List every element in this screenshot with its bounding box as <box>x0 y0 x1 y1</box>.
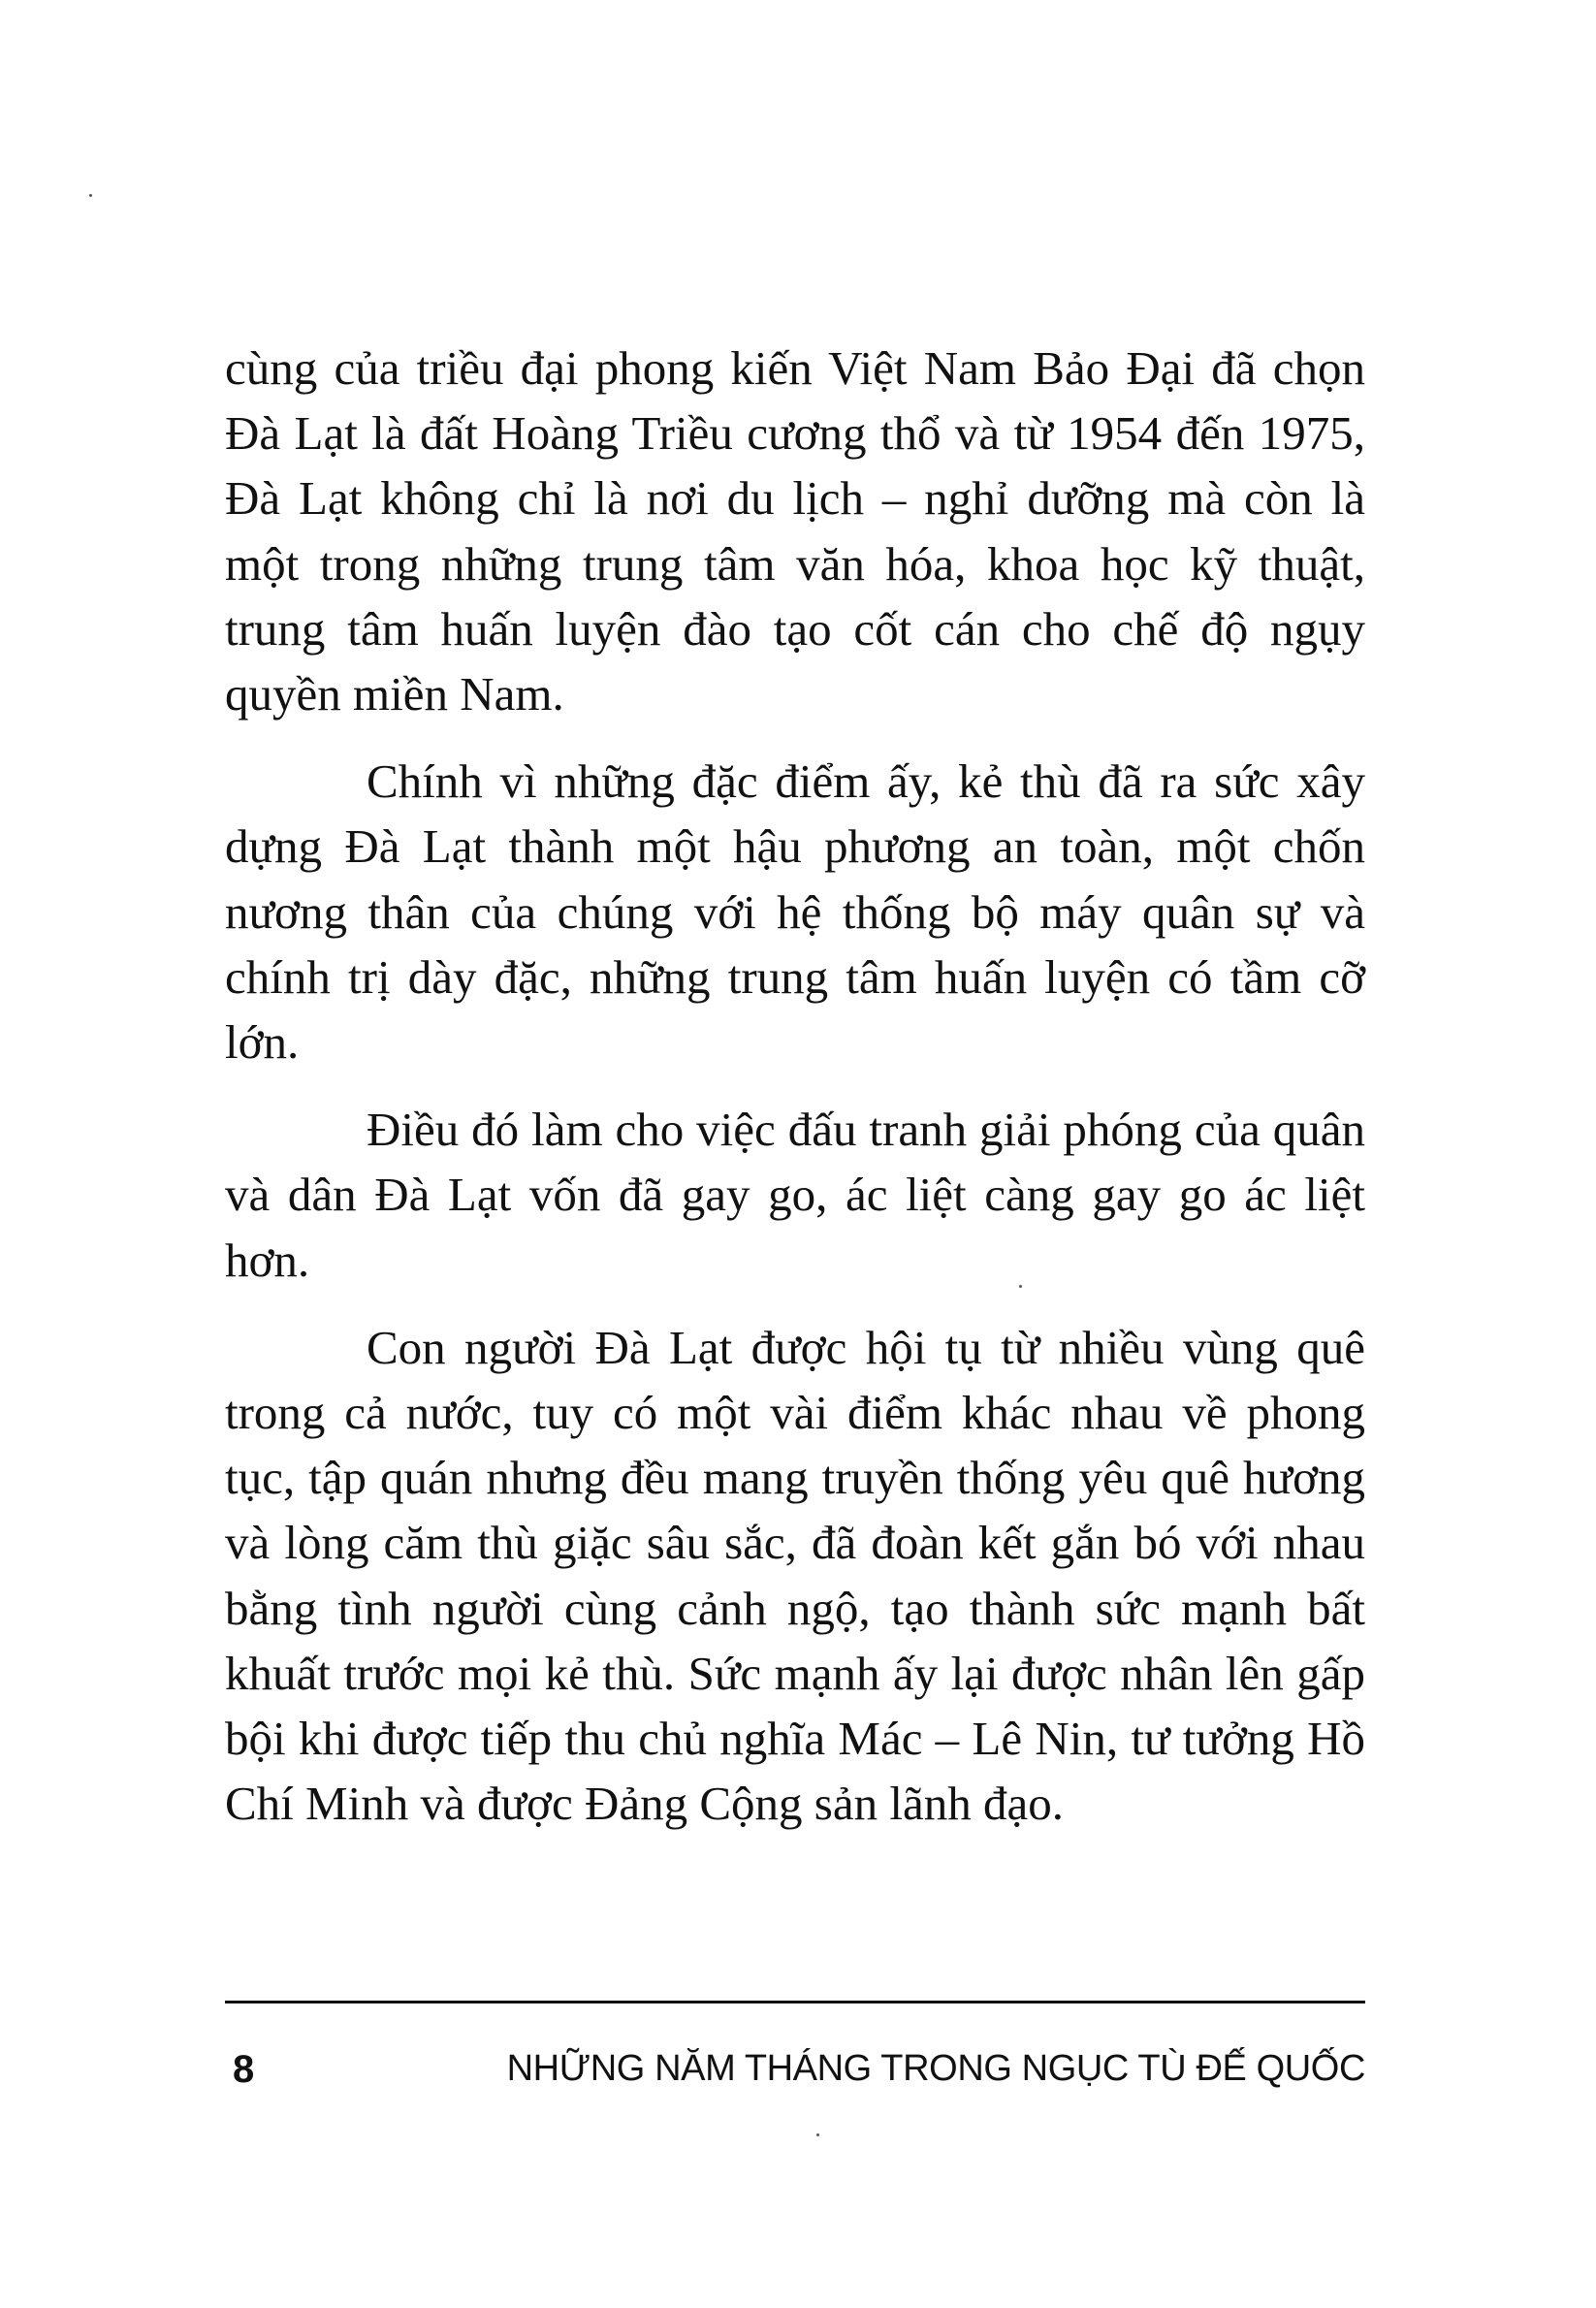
scan-speck <box>816 2133 819 2136</box>
body-text <box>225 336 1365 1858</box>
scan-speck <box>89 194 92 197</box>
paragraph: Chính vì những đặc điểm ấy, kẻ thù đã ra sức xây dựng Đà Lạt thành một hậu phương an toàn, một chốn nương thân của chúng với hệ thống bộ máy quân sự và chính trị dày đặc, những trung tâm huấn luyện có tầm cỡ lớn. <box>225 754 1365 1070</box>
page-number: 8 <box>233 2048 255 2091</box>
paragraph-continuation: cùng của triều đại phong kiến Việt Nam Bảo Đại đã chọn Đà Lạt là đất Hoàng Triều cương thổ và từ 1954 đến 1975, Đà Lạt không chỉ là nơi du lịch – nghỉ dưỡng mà còn là một trong những trung tâm văn hóa, khoa học kỹ thuật, trung tâm huấn luyện đào tạo cốt cán cho chế độ ngụy quyền miền Nam. <box>225 341 1365 721</box>
paragraph: Con người Đà Lạt được hội tụ từ nhiều vùng quê trong cả nước, tuy có một vài điểm khác nhau về phong tục, tập quán nhưng đều mang truyền thống yêu quê hương và lòng căm thù giặc sâu sắc, đã đoàn kết gắn bó với nhau bằng tình người cùng cảnh ngộ, tạo thành sức mạnh bất khuất trước mọi kẻ thù. Sức mạnh ấy lại được nhân lên gấp bội khi được tiếp thu chủ nghĩa Mác – Lê Nin, tư tưởng Hồ Chí Minh và được Đảng Cộng sản lãnh đạo. <box>225 1320 1365 1831</box>
running-title: NHỮNG NĂM THÁNG TRONG NGỤC TÙ ĐẾ QUỐC <box>506 2048 1365 2089</box>
footer-rule <box>225 2001 1365 2003</box>
paragraph: Điều đó làm cho việc đấu tranh giải phóng của quân và dân Đà Lạt vốn đã gay go, ác liệt càng gay go ác liệt hơn. <box>225 1103 1365 1287</box>
page-footer <box>225 2042 1365 2104</box>
